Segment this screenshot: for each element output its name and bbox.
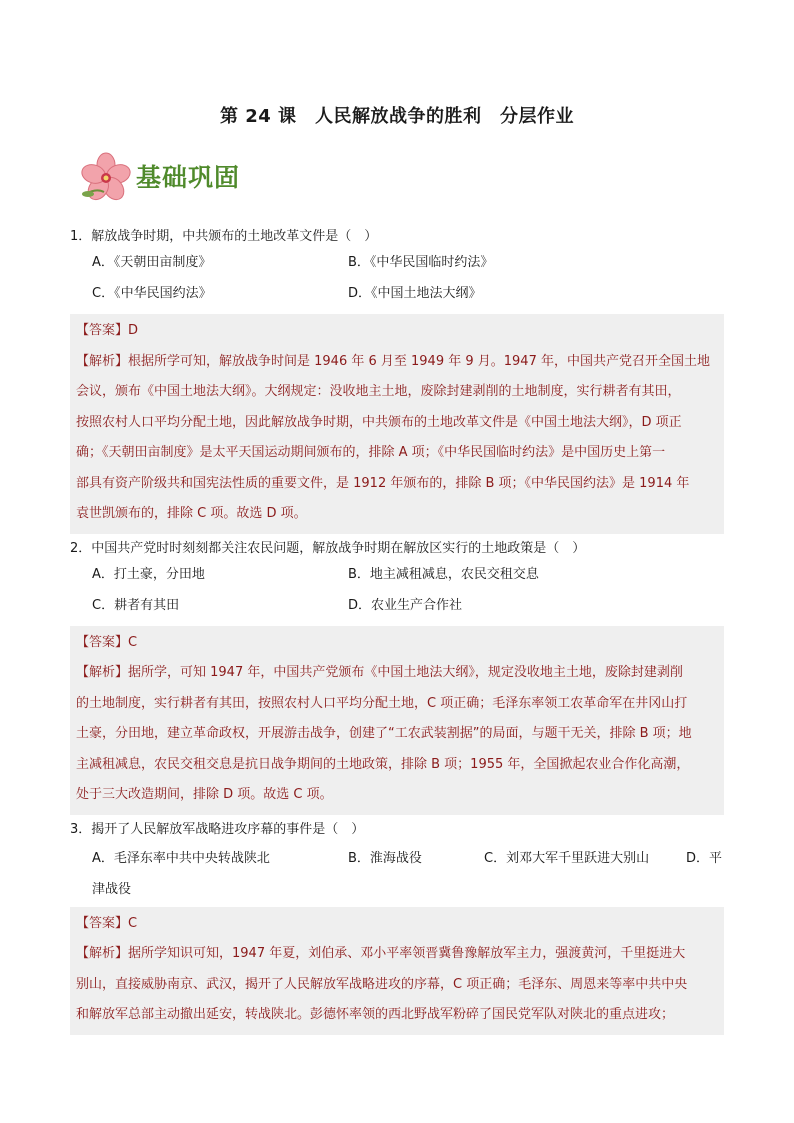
analysis-line: 主减租减息，农民交租交息是抗日战争期间的土地政策，排除 B 项；1955 年，全国掀起农业合作化高潮， bbox=[76, 756, 690, 772]
analysis-line: 确；《天朝田亩制度》是太平天国运动期间颁布的，排除 A 项；《中华民国临时约法》是中国历史上第一 bbox=[76, 445, 666, 460]
option-c: C．刘邓大军千里跃进大别山 bbox=[484, 850, 650, 866]
answer-label: 【答案】 bbox=[76, 915, 129, 931]
analysis-line: 的土地制度，实行耕者有其田，按照农村人口平均分配土地，C 项正确；毛泽东率领工农革命军在井冈山打 bbox=[76, 695, 688, 711]
analysis-line: 【解析】据所学知识可知，1947 年夏，刘伯承、邓小平率领晋冀鲁豫解放军主力，强渡黄河，千里挺进大 bbox=[76, 946, 686, 961]
question-stem: 2．中国共产党时时刻刻都关注农民问题，解放战争时期在解放区实行的土地政策是（ ） bbox=[70, 540, 586, 556]
analysis-line: 袁世凯颁布的，排除 C 项。故选 D 项。 bbox=[76, 506, 307, 521]
option-d-continued: 津战役 bbox=[92, 881, 132, 897]
analysis-line: 处于三大改造期间，排除 D 项。故选 C 项。 bbox=[76, 787, 333, 802]
option-a: A．打土豪，分田地 bbox=[92, 566, 205, 582]
analysis-line: 别山，直接威胁南京、武汉，揭开了人民解放军战略进攻的序幕，C 项正确；毛泽东、周恩来等率中共中央 bbox=[76, 976, 688, 992]
answer-value: C bbox=[128, 915, 138, 931]
answer-line bbox=[76, 909, 720, 940]
option-d: D．平 bbox=[686, 850, 723, 866]
answer-line bbox=[76, 628, 720, 659]
page-title: 第 24 课 人民解放战争的胜利 分层作业 bbox=[219, 106, 575, 127]
analysis-line: 土豪，分田地，建立革命政权，开展游击战争，创建了“工农武装割据”的局面，与题干无关，排除 B 项；地 bbox=[76, 726, 692, 741]
flower-icon bbox=[78, 150, 134, 206]
analysis-line: 【解析】据所学，可知 1947 年，中国共产党颁布《中国土地法大纲》，规定没收地主土地，废除封建剥削 bbox=[76, 665, 683, 680]
analysis-line: 会议，颁布《中国土地法大纲》。大纲规定：没收地主土地，废除封建剥削的土地制度，实行耕者有其田， bbox=[76, 384, 681, 399]
question-stem: 3．揭开了人民解放军战略进攻序幕的事件是（ ） bbox=[70, 821, 365, 837]
section-header bbox=[78, 150, 338, 206]
question-1 bbox=[70, 224, 724, 534]
analysis-line: 和解放军总部主动撤出延安，转战陕北。彭德怀率领的西北野战军粉碎了国民党军队对陕北的重点进攻； bbox=[76, 1007, 675, 1022]
question-3 bbox=[70, 817, 724, 1035]
section-title: 基础巩固 bbox=[136, 163, 241, 192]
option-c: C．耕者有其田 bbox=[92, 597, 180, 613]
option-d: D．《中国土地法大纲》 bbox=[348, 286, 482, 301]
questions bbox=[70, 222, 724, 1035]
answer-label: 【答案】 bbox=[76, 323, 129, 338]
option-b: B．地主减租减息，农民交租交息 bbox=[348, 566, 539, 582]
analysis-line: 按照农村人口平均分配土地，因此解放战争时期，中共颁布的土地改革文件是《中国土地法大纲》，D 项正 bbox=[76, 414, 682, 430]
option-b: B．《中华民国临时约法》 bbox=[348, 255, 494, 270]
question-2 bbox=[70, 536, 724, 815]
answer-box bbox=[70, 626, 724, 815]
answer-value: C bbox=[128, 634, 138, 650]
question-stem: 1．解放战争时期，中共颁布的土地改革文件是（ ） bbox=[70, 229, 378, 244]
answer-label: 【答案】 bbox=[76, 634, 129, 650]
answer-value: D bbox=[128, 323, 139, 338]
option-b: B．淮海战役 bbox=[348, 850, 422, 866]
answer-line bbox=[76, 316, 720, 347]
analysis-line: 【解析】根据所学可知，解放战争时间是 1946 年 6 月至 1949 年 9 月。1947 年，中国共产党召开全国土地 bbox=[76, 353, 710, 369]
option-d: D．农业生产合作社 bbox=[348, 597, 463, 613]
analysis-line: 部具有资产阶级共和国宪法性质的重要文件，是 1912 年颁布的，排除 B 项；《中华民国约法》是 1914 年 bbox=[76, 475, 690, 491]
option-a: A．毛泽东率中共中央转战陕北 bbox=[92, 850, 270, 866]
answer-box bbox=[70, 314, 724, 534]
option-c: C．《中华民国约法》 bbox=[92, 286, 212, 301]
answer-box bbox=[70, 907, 724, 1035]
option-a: A．《天朝田亩制度》 bbox=[92, 255, 212, 270]
